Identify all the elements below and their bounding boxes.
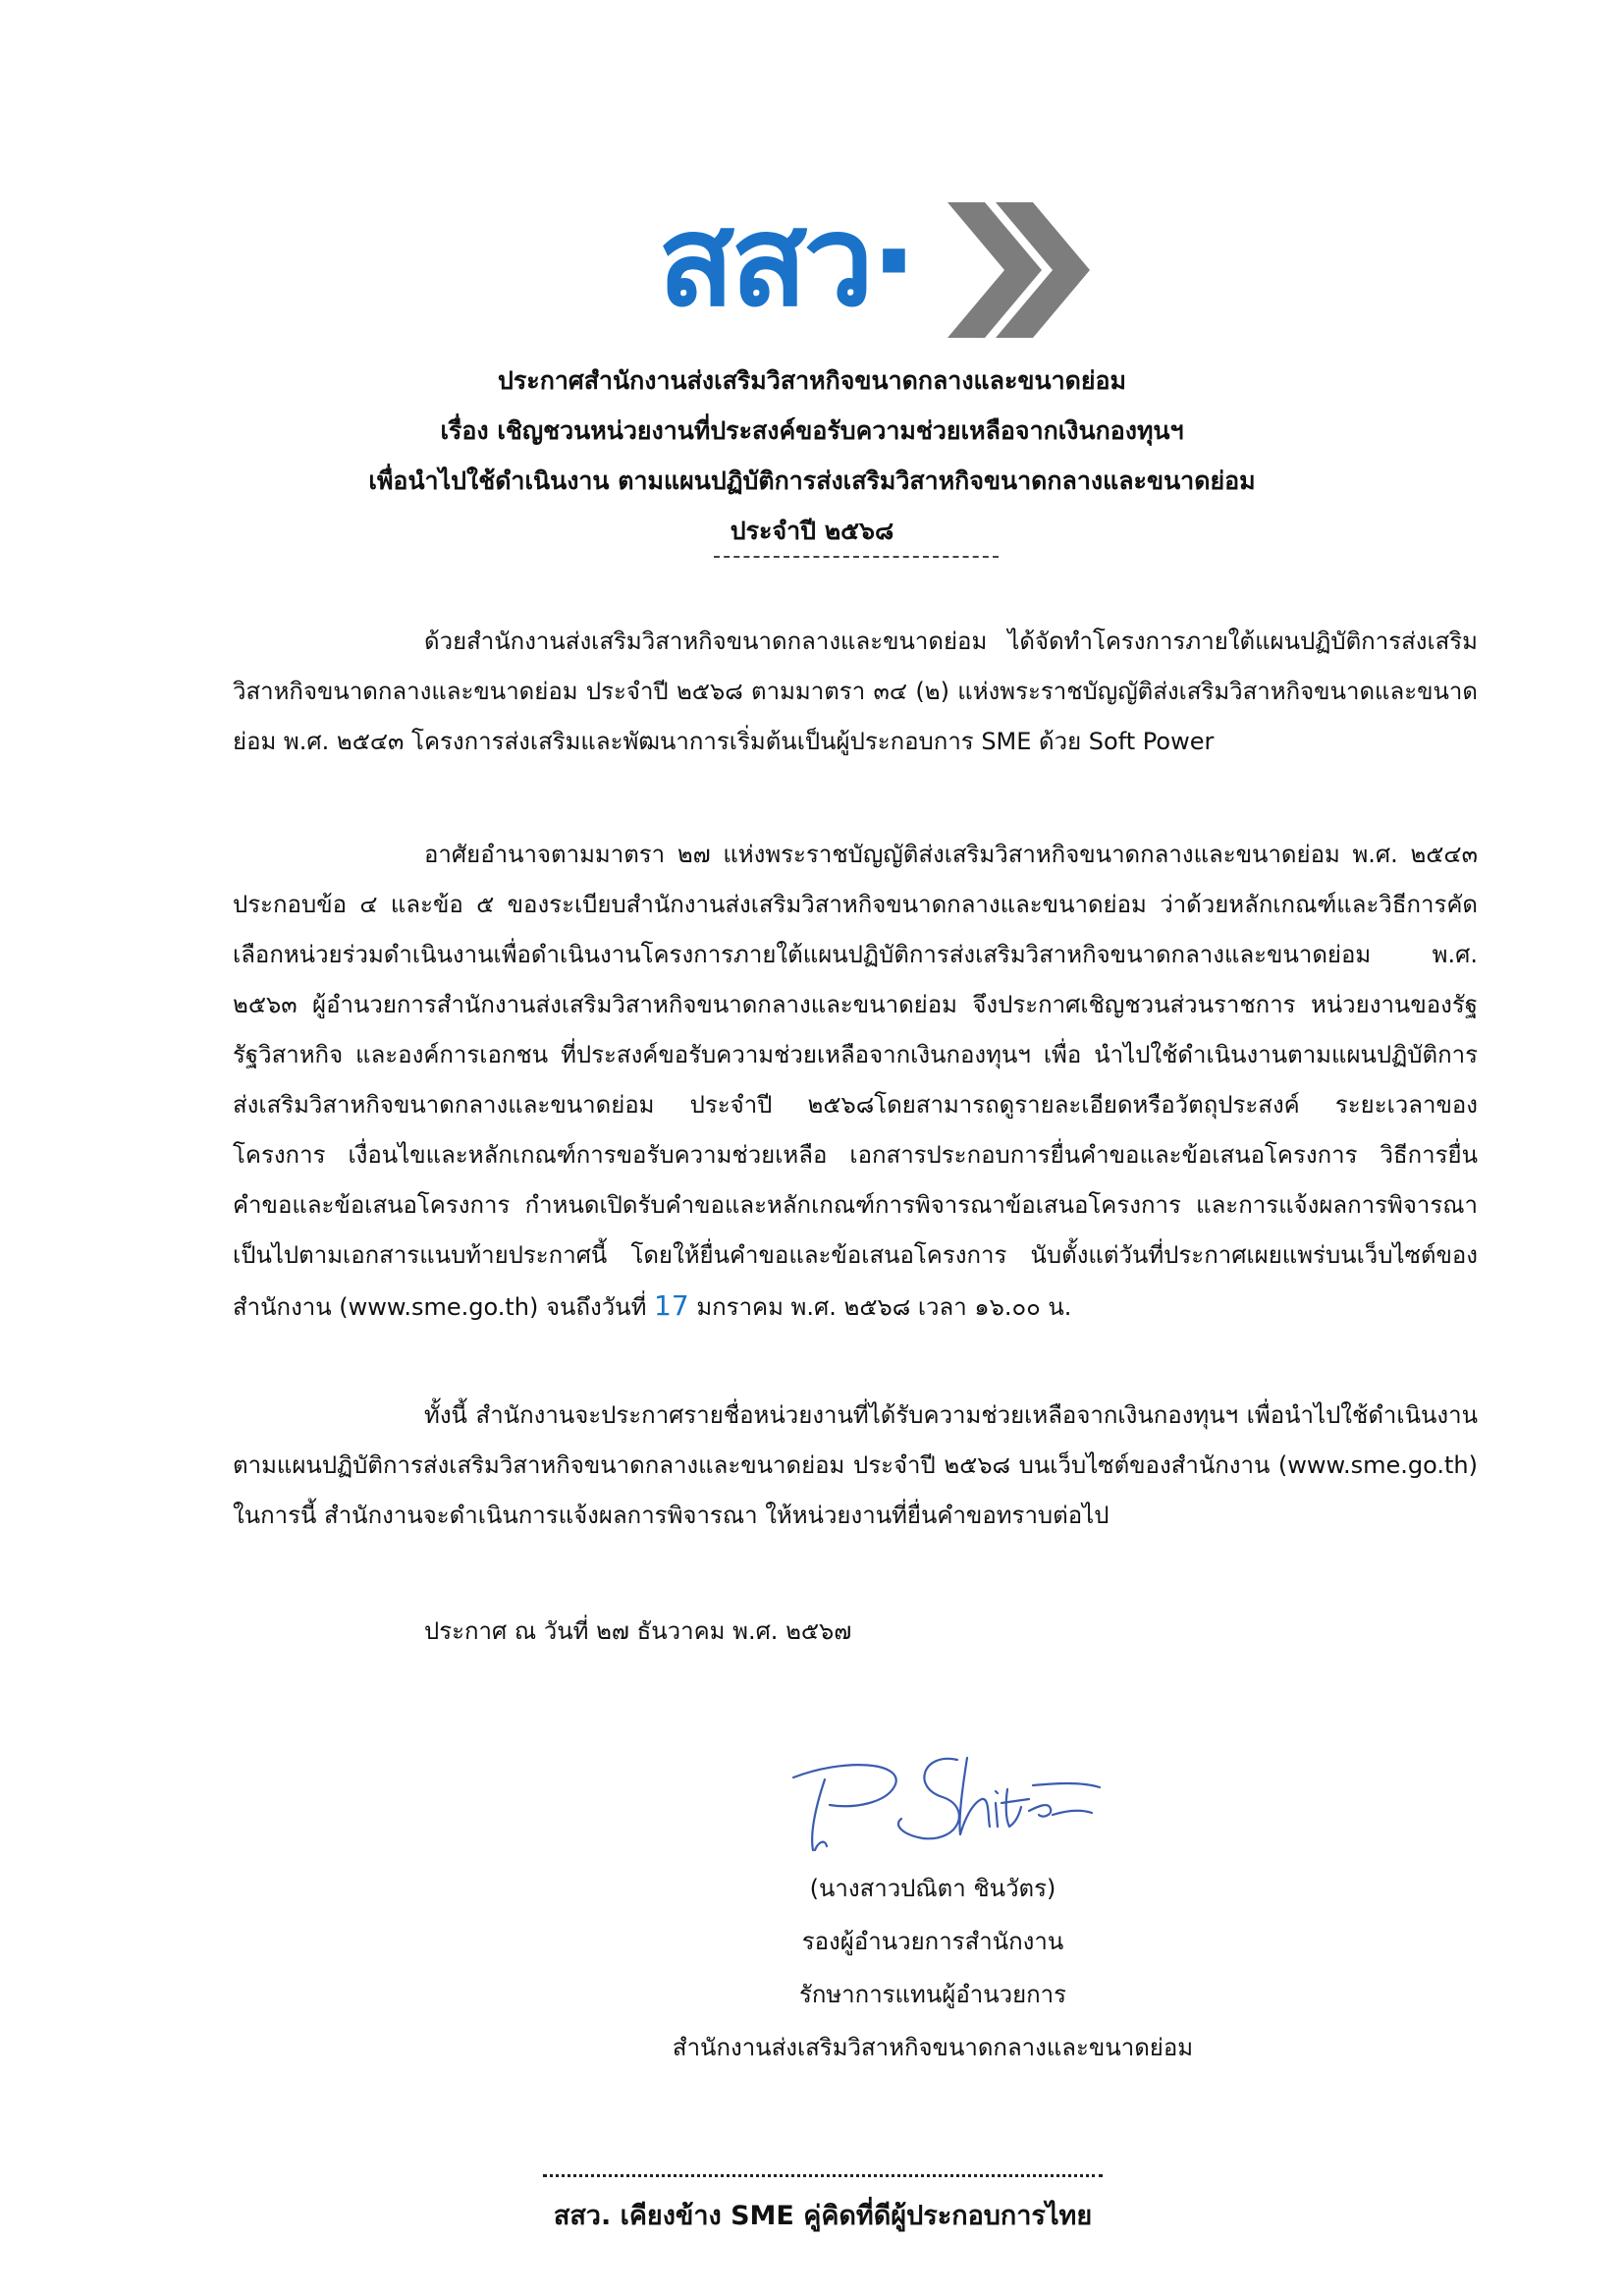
signatory-name: (นางสาวปณิตา ชินวัตร) (809, 1875, 1056, 1902)
signatory-organization: สำนักงานส่งเสริมวิสาหกิจขนาดกลางและขนาดย่อม (672, 2034, 1194, 2061)
paragraph-authority (233, 830, 1478, 1333)
paragraph-intro-text: ด้วยสำนักงานส่งเสริมวิสาหกิจขนาดกลางและขนาดย่อม ได้จัดทำโครงการภายใต้แผนปฏิบัติการส่งเสริมวิสาหกิจขนาดกลางและขนาดย่อม ประจำปี ๒๕๖๘ ตามมาตรา ๓๔ (๒) แห่งพระราชบัญญัติส่งเสริมวิสาหกิจขนาดและขนาดย่อม พ.ศ. ๒๕๔๓ โครงการส่งเสริมและพัฒนาการเริ่มต้นเป็นผู้ประกอบการ SME ด้วย Soft Power (233, 628, 1478, 755)
announcement-date: ประกาศ ณ วันที่ ๒๗ ธันวาคม พ.ศ. ๒๕๖๗ (424, 1617, 852, 1645)
heading-title: ประกาศสำนักงานส่งเสริมวิสาหกิจขนาดกลางและขนาดย่อม (497, 366, 1126, 395)
heading-divider (714, 556, 999, 558)
chevron-arrows-icon (947, 202, 1090, 338)
signatory-acting-position: รักษาการแทนผู้อำนวยการ (798, 1981, 1067, 2008)
heading-year: ประจำปี ๒๕๖๘ (730, 517, 894, 545)
signatory-block (589, 1862, 1276, 2074)
paragraph-intro (233, 617, 1478, 767)
deadline-day: 17 (654, 1289, 689, 1322)
osmep-logo (658, 189, 1090, 344)
signatory-position: รองผู้อำนวยการสำนักงาน (801, 1928, 1064, 1955)
footer-slogan: สสว. เคียงข้าง SME คู่คิดที่ดีผู้ประกอบการไทย (553, 2201, 1093, 2231)
deadline-month-year: มกราคม พ.ศ. ๒๕๖๘ เวลา ๑๖.๐๐ น. (696, 1293, 1072, 1321)
logo-text: สสว· (658, 189, 914, 335)
heading-purpose: เพื่อนำไปใช้ดำเนินงาน ตามแผนปฏิบัติการส่งเสริมวิสาหกิจขนาดกลางและขนาดย่อม (368, 466, 1256, 495)
heading-subject: เรื่อง เชิญชวนหน่วยงานที่ประสงค์ขอรับความช่วยเหลือจากเงินกองทุนฯ (440, 416, 1184, 445)
announcement-heading (196, 355, 1428, 556)
paragraph-authority-text: อาศัยอำนาจตามมาตรา ๒๗ แห่งพระราชบัญญัติส่งเสริมวิสาหกิจขนาดกลางและขนาดย่อม พ.ศ. ๒๕๔๓ ประกอบข้อ ๔ และข้อ ๕ ของระเบียบสำนักงานส่งเสริมวิสาหกิจขนาดกลางและขนาดย่อม ว่าด้วยหลักเกณฑ์และวิธีการคัดเลือกหน่วยร่วมดำเนินงานเพื่อดำเนินงานโครงการภายใต้แผนปฏิบัติการส่งเสริมวิสาหกิจขนาดกลางและขนาดย่อม พ.ศ. ๒๕๖๓ ผู้อำนวยการสำนักงานส่งเสริมวิสาหกิจขนาดกลางและขนาดย่อม จึงประกาศเชิญชวนส่วนราชการ หน่วยงานของรัฐ รัฐวิสาหกิจ และองค์การเอกชน ที่ประสงค์ขอรับความช่วยเหลือจากเงินกองทุนฯ เพื่อ นำไปใช้ดำเนินงานตามแผนปฏิบัติการส่งเสริมวิสาหกิจขนาดกลางและขนาดย่อม ประจำปี ๒๕๖๘โดยสามารถดูรายละเอียดหรือวัตถุประสงค์ ระยะเวลาของโครงการ เงื่อนไขและหลักเกณฑ์การขอรับความช่วยเหลือ เอกสารประกอบการยื่นคำขอและข้อเสนอโครงการ วิธีการยื่นคำขอและข้อเสนอโครงการ กำหนดเปิดรับคำขอและหลักเกณฑ์การพิจารณาข้อเสนอโครงการ และการแจ้งผลการพิจารณาเป็นไปตามเอกสารแนบท้ายประกาศนี้ โดยให้ยื่นคำขอและข้อเสนอโครงการ นับตั้งแต่วันที่ประกาศเผยแพร่บนเว็บไซต์ของสำนักงาน (www.sme.go.th) จนถึงวันที่ (233, 841, 1478, 1321)
signature-image (785, 1740, 1110, 1858)
paragraph-results (233, 1391, 1478, 1541)
footer-divider (543, 2174, 1103, 2177)
paragraph-results-text: ทั้งนี้ สำนักงานจะประกาศรายชื่อหน่วยงานที่ได้รับความช่วยเหลือจากเงินกองทุนฯ เพื่อนำไปใช้ดำเนินงานตามแผนปฏิบัติการส่งเสริมวิสาหกิจขนาดกลางและขนาดย่อม ประจำปี ๒๕๖๘ บนเว็บไซต์ของสำนักงาน (www.sme.go.th) ในการนี้ สำนักงานจะดำเนินการแจ้งผลการพิจารณา ให้หน่วยงานที่ยื่นคำขอทราบต่อไป (233, 1401, 1478, 1529)
